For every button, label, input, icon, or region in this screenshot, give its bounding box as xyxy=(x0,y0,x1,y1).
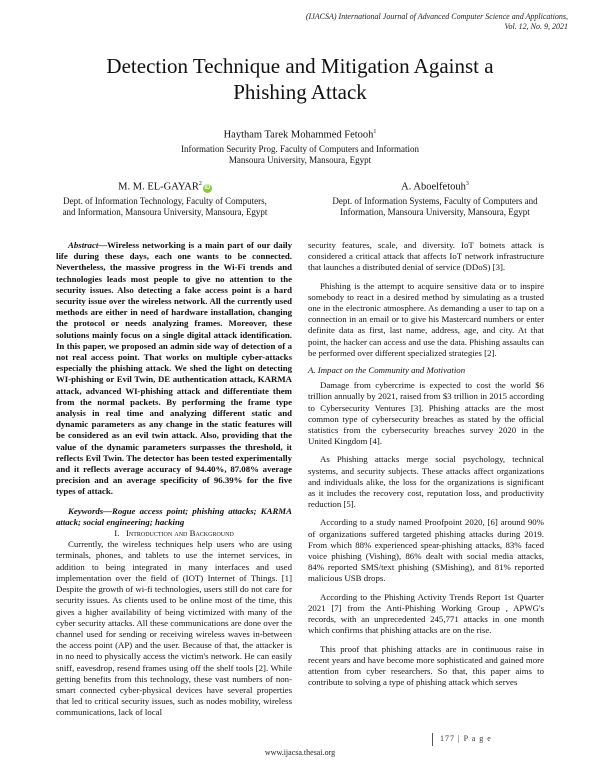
page-number: 177 | P a g e xyxy=(440,734,492,743)
left-column xyxy=(56,240,292,719)
author-1 xyxy=(100,125,500,167)
section-number: I. xyxy=(114,528,120,539)
paragraph-proof: This proof that phishing attacks are in continuous raise in recent years and have become more sophisticated and gained more attention from cyber researchers. So that, this paper aims to contribute to solving a type of phishing attack which serves xyxy=(308,643,544,688)
subsection-heading: A. Impact on the Community and Motivation xyxy=(308,365,466,376)
author-3-sup: 3 xyxy=(465,181,469,187)
section-heading xyxy=(56,528,292,539)
journal-line-1: (IJACSA) International Journal of Advanced Computer Science and Applications, xyxy=(305,12,568,21)
author-1-name: Haytham Tarek Mohammed Fetooh xyxy=(223,129,374,141)
journal-line-2: Vol. 12, No. 9, 2021 xyxy=(504,22,568,31)
paper-title xyxy=(40,53,560,105)
paragraph-social-psychology: As Phishing attacks merge social psychology, technical systems, and security subjects. These attacks affect organizations and individuals alike, the loss for the organizations is significant as it includes the recovery cost, reputation loss, and productivity reduction [5]. xyxy=(308,454,544,510)
paragraph-phishing-definition: Phishing is the attempt to acquire sensitive data or to inspire somebody to react in a desired method by simulating as a trusted one in the electronic atmosphere. As demanding a user to tap on a connection in an email or to give his Mastercard numbers or enter definite data as first, last name, address, age, and city. At that point, the hacker can access and use the data. Phishing assaults can be performed over different specialized strategies [2]. xyxy=(308,280,544,358)
intro-paragraph: Currently, the wireless techniques help users who are using terminals, phones, and tablets to use the internet services, in addition to being integrated in many interfaces and used implementation over the field of (IOT) Internet of Things. [1] Despite the growth of wi-fi technologies, users still do not care for security issues. As clients used to be online most of the time, this gives a higher availability of being victimized with many of the cyber security attacks. All these communications are done over the channel used for sending or receiving wireless waves in-between the access point (AP) and the user. Because of that, the attacker is in no need to physically access the victim's network. He can easily sniff, eavesdrop, resend frames using off the shelf tools [2]. While getting benefits from this technology, these vast numbers of non-smart connected cyber-physical devices have several properties that led to critical security issues, such as nodes mobility, wireless communications, lack of local xyxy=(56,539,292,718)
paragraph-continued: security features, scale, and diversity. IoT botnets attack is considered a critical attack that affects IoT network infrastructure that launches a distributed denial of service (DDoS) [3]. xyxy=(308,240,544,273)
abstract xyxy=(56,240,292,498)
author-1-affiliation-1: Information Security Prog. Faculty of Computers and Information xyxy=(181,143,419,154)
abstract-text: —Wireless networking is a main part of our daily life during these days, each one wants to be connected. Nevertheless, the massive progress in the Wi-Fi trends and technologies leads most people to give no attention to the security issues. Also detecting a fake access point is a hard security issue over the wireless network. All the currently used methods are either in need of hardware installation, changing the protocol or needs analyzing frames. Moreover, these solutions mainly focus on a single digital attack identification. In this paper, we proposed an admin side way of detection of a not real access point. That works on multiple cyber-attacks especially the phishing attack. We shed the light on detecting WI-phishing or Evil Twin, DE authentication attack, KARMA attack, advanced WI-phishing attack and differentiate them from the normal packets. By performing the frame type analysis in real time and analyzing different static and dynamic parameters as any change in the static features will be considered as an evil twin attack. Also, providing that the value of the dynamic parameters surpasses the threshold, it reflects Evil Twin. The detector has been tested experimentally and it reflects average accuracy of 94.40%, 87.08% average precision and an average specificity of 96.39% for the five types of attack. xyxy=(56,240,292,497)
author-3-name: A. Aboelfetouh xyxy=(401,181,466,193)
author-3 xyxy=(300,177,570,219)
author-1-affiliation-2: Mansoura University, Mansoura, Egypt xyxy=(228,155,372,165)
footer-website[interactable]: www.ijacsa.thesai.org xyxy=(264,748,336,757)
journal-header xyxy=(148,12,568,32)
paragraph-apwg: According to the Phishing Activity Trends Report 1st Quarter 2021 [7] from the Anti-Phishing Working Group , APWG's records, with an unprecedented 245,771 attacks in one month which confirms that phishing attacks are on the rise. xyxy=(308,591,544,636)
footer-divider xyxy=(432,733,433,746)
author-2-sup: 2 xyxy=(198,181,202,187)
author-3-affiliation-1: Dept. of Information Systems, Faculty of Computers and xyxy=(332,195,538,206)
keywords: Keywords—Rogue access point; phishing attacks; KARMA attack; social engineering; hacking xyxy=(56,505,292,527)
orcid-icon[interactable]: iD xyxy=(204,184,211,191)
section-title: Introduction and Background xyxy=(125,528,234,539)
right-column xyxy=(308,240,544,688)
author-3-affiliation-2: Information, Mansoura University, Mansoura, Egypt xyxy=(340,207,530,217)
title-line-2: Phishing Attack xyxy=(233,80,367,104)
author-2-name: M. M. EL-GAYAR xyxy=(118,181,199,193)
abstract-label: Abstract xyxy=(68,240,99,250)
paragraph-proofpoint: According to a study named Proofpoint 2020, [6] around 90% of organizations suffered targeted phishing attacks during 2019. From which 88% experienced spear-phishing attacks, 83% faced voice phishing (Vishing), 86% dealt with social media attacks, 84% reported SMS/text phishing (SMishing), and 81% reported malicious USB drops. xyxy=(308,517,544,584)
paragraph-damage: Damage from cybercrime is expected to cost the world $6 trillion annually by 2021, raised from $3 trillion in 2015 according to Cybersecurity Ventures [3]. Phishing attacks are the most common type of cybersecurity breaches as stated by the official statistics from the cybersecurity breaches survey 2020 in the United Kingdom [4]. xyxy=(308,380,544,447)
title-line-1: Detection Technique and Mitigation Against a xyxy=(106,54,494,78)
author-1-sup: 1 xyxy=(373,129,377,135)
author-2-affiliation-2: and Information, Mansoura University, Mansoura, Egypt xyxy=(62,207,268,217)
author-2-affiliation-1: Dept. of Information Technology, Faculty of Computers, xyxy=(63,195,267,206)
author-2 xyxy=(30,177,300,219)
